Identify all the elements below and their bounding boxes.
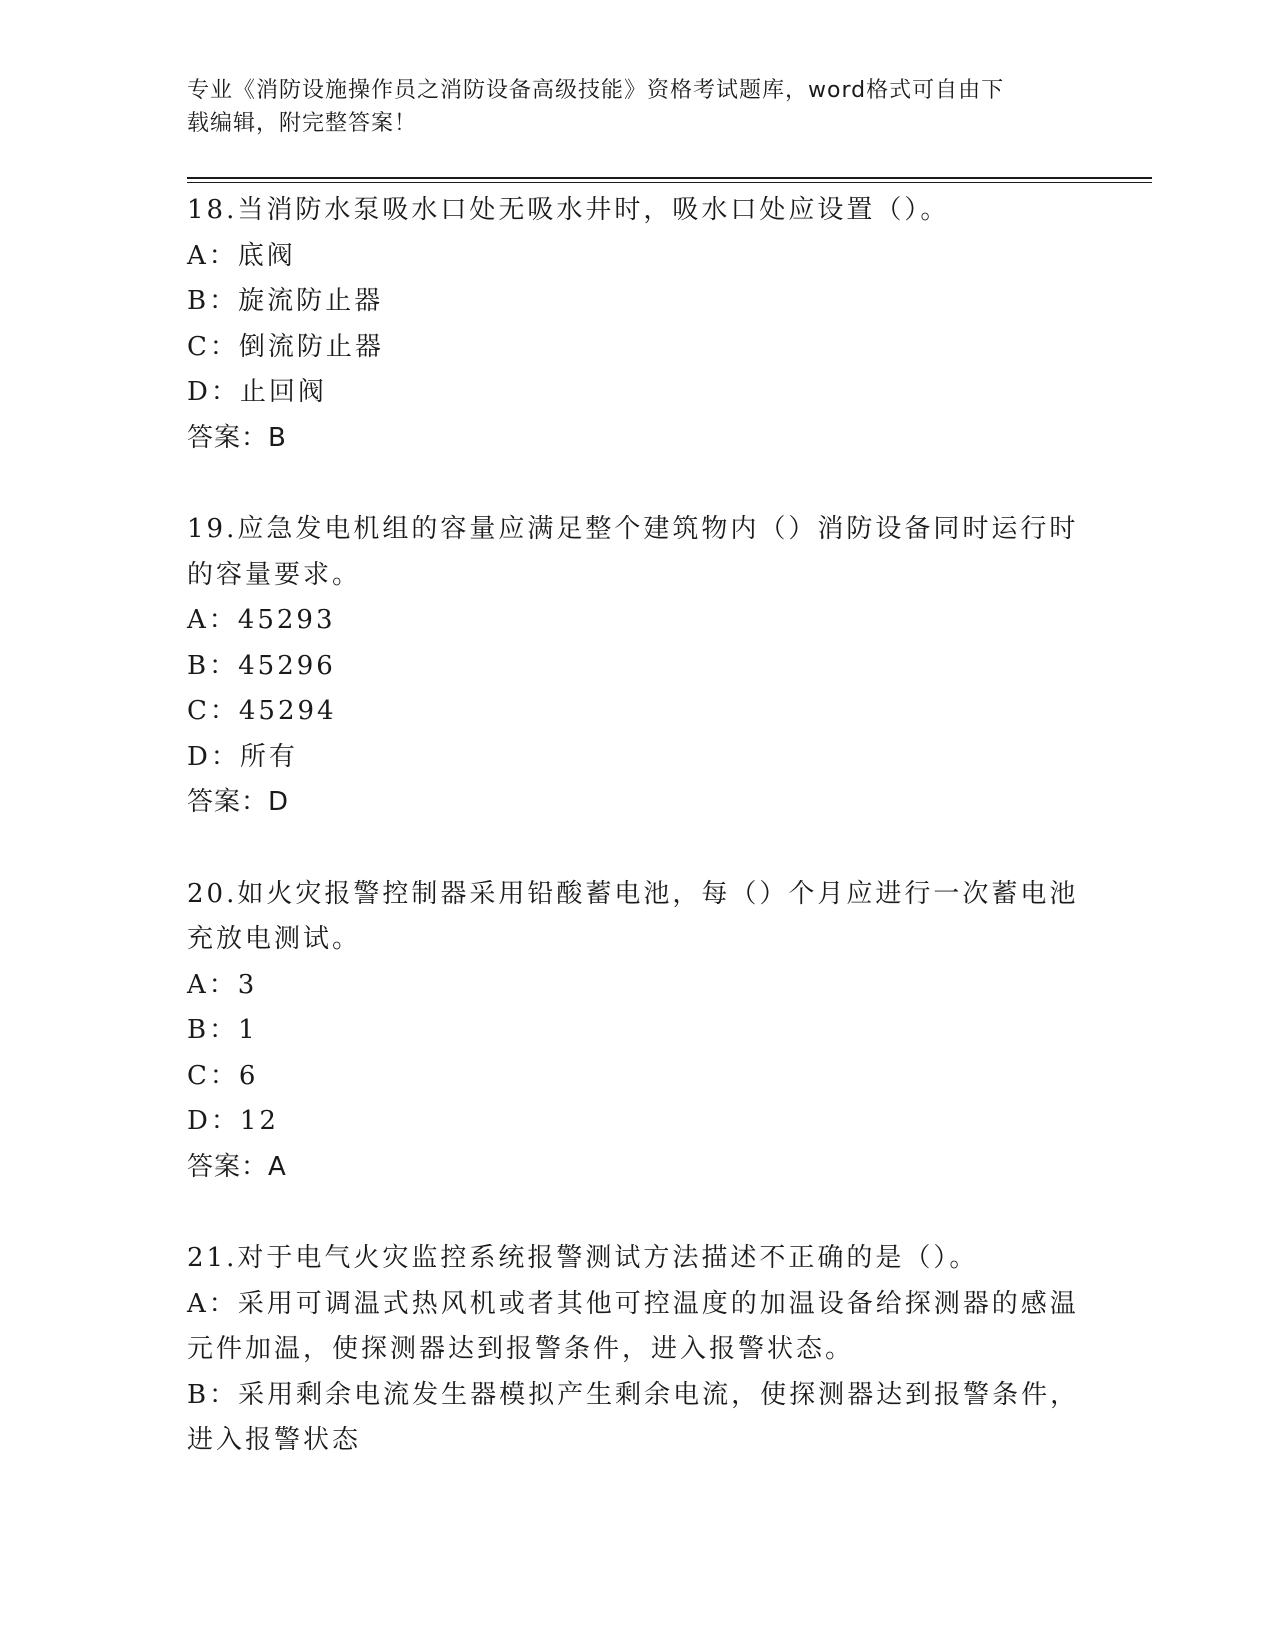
answer-label: 答案：B <box>187 422 287 453</box>
question-19 <box>187 507 1087 826</box>
option-a: A：45293 <box>187 605 336 635</box>
question-21 <box>187 1236 1087 1464</box>
option-b: B：采用剩余电流发生器模拟产生剩余电流，使探测器达到报警条件， <box>187 1379 1080 1410</box>
option-b: B：旋流防止器 <box>187 286 384 316</box>
option-a: A：3 <box>187 969 258 1000</box>
option-c: C：6 <box>187 1060 259 1091</box>
spacer <box>187 826 1087 872</box>
option-d: D：12 <box>187 1106 279 1136</box>
option-a-continued: 元件加温，使探测器达到报警条件，进入报警状态。 <box>187 1334 855 1364</box>
question-stem: 20.如火灾报警控制器采用铅酸蓄电池，每（）个月应进行一次蓄电池 <box>187 878 1079 909</box>
header-line-1: 专业《消防设施操作员之消防设备高级技能》资格考试题库，word格式可自由下 <box>187 78 1005 103</box>
question-stem: 19.应急发电机组的容量应满足整个建筑物内（）消防设备同时运行时 <box>187 514 1079 544</box>
option-a: A：底阀 <box>187 240 296 271</box>
question-20 <box>187 872 1087 1191</box>
spacer <box>187 461 1087 507</box>
question-list <box>187 188 1087 1464</box>
option-d: D：所有 <box>187 741 298 772</box>
answer-label: 答案：D <box>187 787 290 817</box>
option-b: B：45296 <box>187 650 336 681</box>
option-c: C：倒流防止器 <box>187 331 384 362</box>
header-divider <box>187 177 1152 179</box>
question-18 <box>187 188 1087 461</box>
option-c: C：45294 <box>187 696 337 726</box>
option-a: A：采用可调温式热风机或者其他可控温度的加温设备给探测器的感温 <box>187 1288 1079 1319</box>
question-stem: 18.当消防水泵吸水口处无吸水井时，吸水口处应设置（）。 <box>187 195 950 225</box>
document-header <box>187 74 1087 140</box>
spacer <box>187 1190 1087 1236</box>
option-d: D：止回阀 <box>187 377 327 407</box>
answer-label: 答案：A <box>187 1151 287 1182</box>
option-b: B：1 <box>187 1015 258 1045</box>
question-stem-continued: 的容量要求。 <box>187 559 362 590</box>
header-divider-thin <box>187 182 1152 183</box>
option-b-continued: 进入报警状态 <box>187 1425 362 1455</box>
question-stem: 21.对于电气火灾监控系统报警测试方法描述不正确的是（）。 <box>187 1243 979 1273</box>
question-stem-continued: 充放电测试。 <box>187 924 362 954</box>
header-line-2: 载编辑，附完整答案！ <box>187 111 418 136</box>
